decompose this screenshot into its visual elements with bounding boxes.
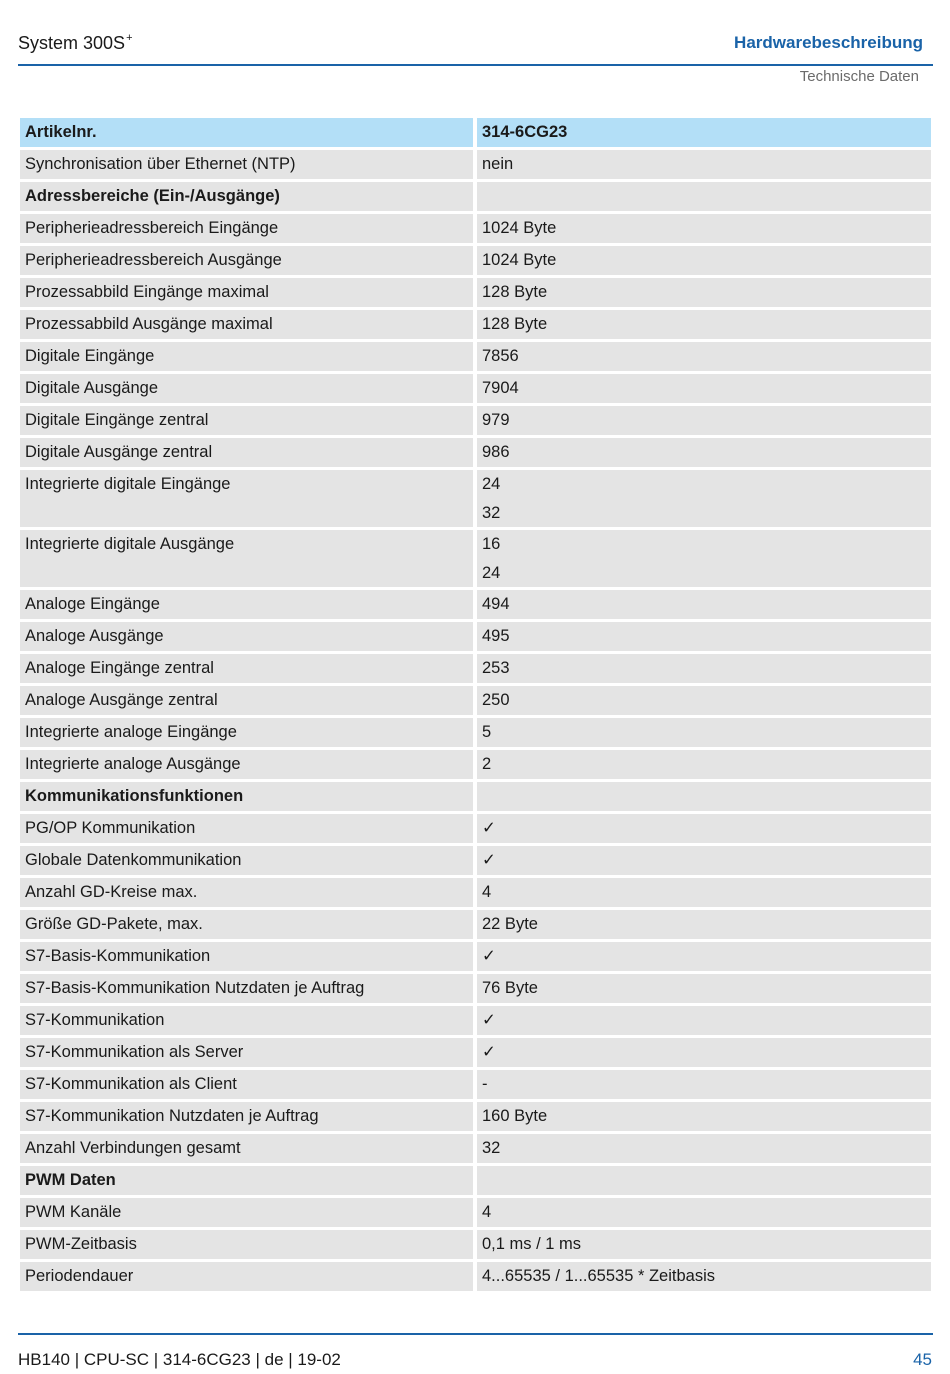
row-label: S7-Kommunikation als Server: [20, 1038, 473, 1067]
header-rule: [18, 64, 933, 66]
row-value-multi: [477, 530, 931, 587]
row-value: 128 Byte: [477, 278, 931, 307]
row-label: Analoge Ausgänge zentral: [20, 686, 473, 715]
table-row: [20, 942, 931, 971]
row-value: 1024 Byte: [477, 246, 931, 275]
row-label: Digitale Eingänge zentral: [20, 406, 473, 435]
header-subsection-title: Technische Daten: [799, 68, 919, 85]
row-label: Peripherieadressbereich Ausgänge: [20, 246, 473, 275]
row-label: S7-Kommunikation Nutzdaten je Auftrag: [20, 1102, 473, 1131]
row-label: Anzahl GD-Kreise max.: [20, 878, 473, 907]
row-label: Größe GD-Pakete, max.: [20, 910, 473, 939]
row-label: Integrierte digitale Ausgänge: [20, 530, 473, 587]
row-label: Analoge Eingänge zentral: [20, 654, 473, 683]
row-label: S7-Basis-Kommunikation Nutzdaten je Auftrag: [20, 974, 473, 1003]
row-label: Globale Datenkommunikation: [20, 846, 473, 875]
spec-table: [20, 118, 931, 1294]
table-row: [20, 846, 931, 875]
row-value: 7904: [477, 374, 931, 403]
section-label: Adressbereiche (Ein-/Ausgänge): [20, 182, 473, 211]
row-value: 4: [477, 1198, 931, 1227]
table-row: [20, 1198, 931, 1227]
table-row: [20, 654, 931, 683]
row-value: 979: [477, 406, 931, 435]
table-section-row: [20, 182, 931, 211]
row-value: 128 Byte: [477, 310, 931, 339]
row-value-multi: [477, 470, 931, 527]
table-row: [20, 718, 931, 747]
table-row: [20, 278, 931, 307]
checkmark-icon: ✓: [477, 1038, 931, 1067]
row-value: 4...65535 / 1...65535 * Zeitbasis: [477, 1262, 931, 1291]
row-value: 24: [482, 475, 501, 493]
table-section-row: [20, 782, 931, 811]
table-row: [20, 1230, 931, 1259]
table-row: [20, 1070, 931, 1099]
row-label: Synchronisation über Ethernet (NTP): [20, 150, 473, 179]
row-label: S7-Kommunikation: [20, 1006, 473, 1035]
table-row: [20, 470, 931, 527]
row-value: [477, 182, 931, 211]
row-value: [477, 1166, 931, 1195]
table-row: [20, 910, 931, 939]
header-section-title: Hardwarebeschreibung: [734, 33, 923, 52]
row-value: 22 Byte: [477, 910, 931, 939]
row-label: Integrierte analoge Eingänge: [20, 718, 473, 747]
table-row: [20, 406, 931, 435]
row-value: 5: [477, 718, 931, 747]
row-value: -: [477, 1070, 931, 1099]
footer-page-number: 45: [913, 1350, 932, 1369]
table-row: [20, 1262, 931, 1291]
table-row: [20, 150, 931, 179]
row-value: 986: [477, 438, 931, 467]
table-row: [20, 530, 931, 587]
row-value: 160 Byte: [477, 1102, 931, 1131]
checkmark-icon: ✓: [477, 814, 931, 843]
table-row: [20, 214, 931, 243]
footer-doc-id: HB140 | CPU-SC | 314-6CG23 | de | 19-02: [18, 1350, 341, 1369]
row-value: 495: [477, 622, 931, 651]
table-row: [20, 878, 931, 907]
table-row: [20, 974, 931, 1003]
header-product-sup: +: [126, 32, 133, 44]
row-value: 250: [477, 686, 931, 715]
table-row: [20, 438, 931, 467]
row-label: Analoge Eingänge: [20, 590, 473, 619]
row-label: PG/OP Kommunikation: [20, 814, 473, 843]
row-label: Periodendauer: [20, 1262, 473, 1291]
row-value-second: 32: [482, 504, 501, 522]
row-value: [477, 782, 931, 811]
table-row: [20, 1134, 931, 1163]
table-row: [20, 342, 931, 371]
row-value: 7856: [477, 342, 931, 371]
table-row: [20, 590, 931, 619]
row-label: PWM-Zeitbasis: [20, 1230, 473, 1259]
table-row: [20, 246, 931, 275]
row-label: Digitale Eingänge: [20, 342, 473, 371]
checkmark-icon: ✓: [477, 846, 931, 875]
row-value: 4: [477, 878, 931, 907]
footer-rule: [18, 1333, 933, 1335]
row-value-second: 24: [482, 564, 501, 582]
row-label: Peripherieadressbereich Eingänge: [20, 214, 473, 243]
table-row: [20, 814, 931, 843]
table-row: [20, 750, 931, 779]
row-label: Prozessabbild Eingänge maximal: [20, 278, 473, 307]
row-label: S7-Basis-Kommunikation: [20, 942, 473, 971]
table-row: [20, 1038, 931, 1067]
table-row: [20, 310, 931, 339]
table-header-row: [20, 118, 931, 147]
row-label: Integrierte analoge Ausgänge: [20, 750, 473, 779]
row-label: Prozessabbild Ausgänge maximal: [20, 310, 473, 339]
row-label: Anzahl Verbindungen gesamt: [20, 1134, 473, 1163]
table-row: [20, 622, 931, 651]
row-value: 16: [482, 535, 501, 553]
row-label: PWM Kanäle: [20, 1198, 473, 1227]
checkmark-icon: ✓: [477, 1006, 931, 1035]
table-row: [20, 1006, 931, 1035]
table-row: [20, 1102, 931, 1131]
row-label: Digitale Ausgänge: [20, 374, 473, 403]
row-label: Analoge Ausgänge: [20, 622, 473, 651]
row-value: 494: [477, 590, 931, 619]
section-label: Kommunikationsfunktionen: [20, 782, 473, 811]
table-header-label: Artikelnr.: [20, 118, 473, 147]
row-value: 0,1 ms / 1 ms: [477, 1230, 931, 1259]
row-value: 32: [477, 1134, 931, 1163]
table-row: [20, 686, 931, 715]
row-value: 76 Byte: [477, 974, 931, 1003]
section-label: PWM Daten: [20, 1166, 473, 1195]
row-label: Digitale Ausgänge zentral: [20, 438, 473, 467]
header-product: [18, 32, 133, 54]
row-value: 1024 Byte: [477, 214, 931, 243]
row-label: S7-Kommunikation als Client: [20, 1070, 473, 1099]
row-value: 2: [477, 750, 931, 779]
row-value: 253: [477, 654, 931, 683]
checkmark-icon: ✓: [477, 942, 931, 971]
table-section-row: [20, 1166, 931, 1195]
table-header-value: 314-6CG23: [477, 118, 931, 147]
row-value: nein: [477, 150, 931, 179]
table-row: [20, 374, 931, 403]
header-product-name: System 300S: [18, 33, 126, 53]
row-label: Integrierte digitale Eingänge: [20, 470, 473, 527]
